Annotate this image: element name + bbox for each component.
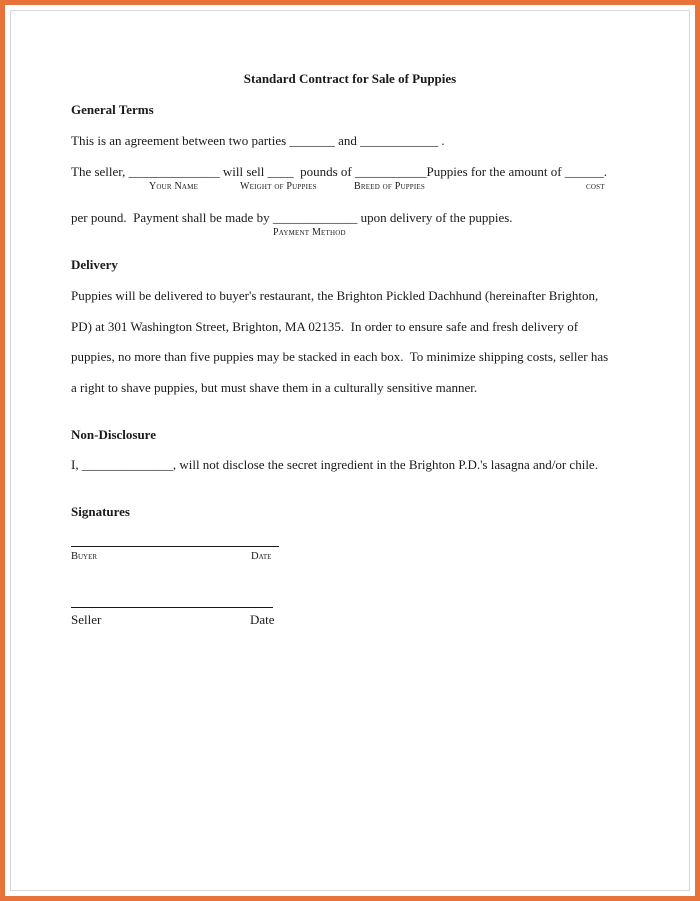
document-title: Standard Contract for Sale of Puppies bbox=[243, 71, 457, 86]
seller-sell-line: The seller, ______________ will sell ____ pounds of ___________Puppies for the amount of ______. bbox=[71, 164, 608, 179]
payment-line: per pound. Payment shall be made by _____________ upon delivery of the puppies. bbox=[71, 210, 513, 225]
label-your-name: Your Name bbox=[149, 181, 199, 192]
buyer-label: Buyer bbox=[71, 551, 98, 562]
buyer-date-label: Date bbox=[251, 551, 272, 562]
buyer-signature-line bbox=[71, 546, 279, 547]
delivery-line: a right to shave puppies, but must shave them in a culturally sensitive manner. bbox=[71, 380, 478, 395]
label-payment-method: Payment Method bbox=[273, 227, 346, 238]
label-breed-of-puppies: Breed of Puppies bbox=[354, 181, 425, 192]
label-cost: cost bbox=[586, 181, 605, 192]
delivery-line: Puppies will be delivered to buyer's restaurant, the Brighton Pickled Dachhund (hereinafter Brighton, bbox=[71, 288, 599, 303]
signatures-heading: Signatures bbox=[71, 504, 130, 519]
non-disclosure-heading: Non-Disclosure bbox=[71, 427, 156, 442]
seller-signature-line bbox=[71, 607, 273, 608]
delivery-line: PD) at 301 Washington Street, Brighton, MA 02135. In order to ensure safe and fresh delivery of bbox=[71, 319, 579, 334]
delivery-line: puppies, no more than five puppies may be stacked in each box. To minimize shipping costs, seller has bbox=[71, 349, 609, 364]
delivery-heading: Delivery bbox=[71, 257, 118, 272]
agreement-line: This is an agreement between two parties _______ and ____________ . bbox=[71, 133, 445, 148]
seller-label: Seller bbox=[71, 612, 102, 627]
seller-date-label: Date bbox=[250, 612, 275, 627]
non-disclosure-line: I, ______________, will not disclose the secret ingredient in the Brighton P.D.'s lasagna and/or chile. bbox=[71, 457, 598, 472]
general-terms-heading: General Terms bbox=[71, 102, 154, 117]
label-weight-of-puppies: Weight of Puppies bbox=[240, 181, 317, 192]
